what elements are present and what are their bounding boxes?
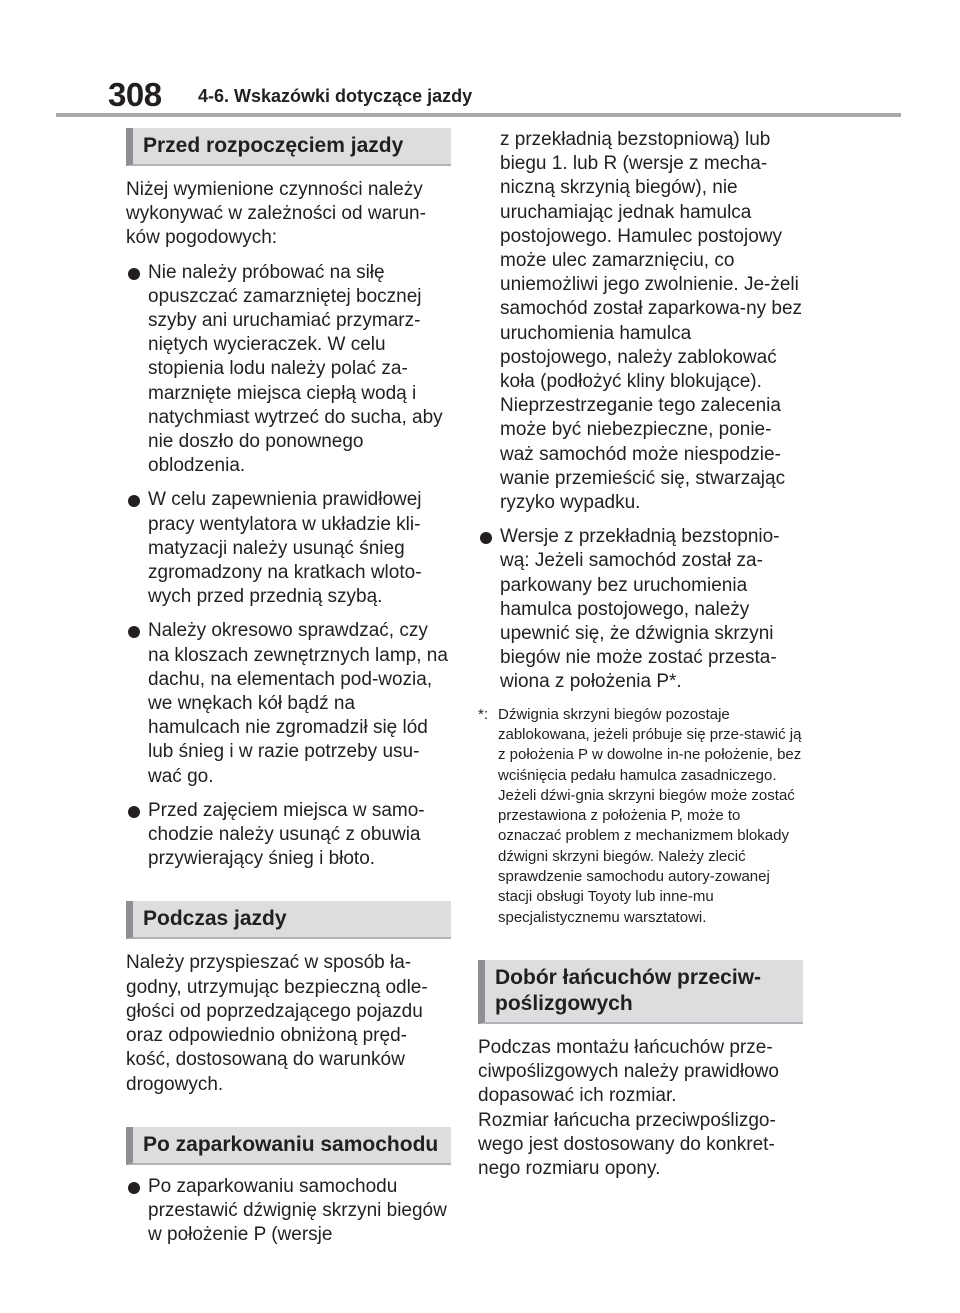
bullet-dot-icon — [128, 626, 140, 638]
bullet-dot-icon — [128, 806, 140, 818]
bullet-dot-icon — [128, 268, 140, 280]
right-column — [478, 128, 803, 1181]
driving-paragraph: Należy przyspieszać w sposób ła-godny, utrzymując bezpieczną odle-głości od poprzedzającego pojazdu oraz odpowiednio obniżoną pręd-kość, dostosowaną do warunków drogowych. — [126, 952, 428, 1095]
chains-paragraph: Podczas montażu łańcuchów prze-ciwpoślizgowych należy prawidłowo dopasować ich rozmiar. — [478, 1036, 779, 1107]
bullet-text: Należy okresowo sprawdzać, czy na kloszach zewnętrznych lamp, na dachu, na elementach pod-wozia, we wnękach kół bądź na hamulcach nie zgromadził się lód lub śnieg i w razie potrzeby usu-wać go. — [148, 620, 448, 787]
bullet-text: Wersje z przekładnią bezstopnio-wą: Jeżeli samochód został za-parkowany bez uruchomienia hamulca postojowego, należy upewnić się, że dźwignia skrzyni biegów nie może zostać przesta-wiona z położenia P*. — [500, 526, 780, 693]
heading-after-parking: Po zaparkowaniu samochodu — [126, 1127, 451, 1165]
list-item — [126, 261, 451, 479]
bullet-dot-icon — [128, 495, 140, 507]
bullet-text: Po zaparkowaniu samochodu przestawić dźwignię skrzyni biegów w położenie P (wersje — [148, 1175, 447, 1246]
list-item — [126, 488, 451, 609]
list-item — [126, 619, 451, 788]
header-rule — [56, 113, 901, 117]
page-number: 308 — [108, 76, 162, 113]
bullet-text: W celu zapewnienia prawidłowej pracy wentylatora w układzie kli-matyzacji należy usunąć śnieg zgromadzony na kratkach wloto-wych przed przednią szybą. — [148, 489, 422, 608]
heading-before-driving: Przed rozpoczęciem jazdy — [126, 128, 451, 166]
footnote-mark: *: — [478, 705, 489, 723]
bullet-continuation: z przekładnią bezstopniową) lub biegu 1. lub R (wersje z mecha-niczną skrzynią biegów), nie uruchamiając jednak hamulca postojowego. Hamulec postojowy może ulec zamarznięciu, co uniemożliwi jego zwolnienie. Je-żeli samochód został zaparkowa-ny bez uruchomienia hamulca postojowego, należy zablokować koła (podłożyć kliny blokujące). Nieprzestrzeganie tego zalecenia może być niebezpieczne, ponie-waż samochód może niespodzie-wanie przemieścić się, stwarzając ryzyko wypadku. — [500, 129, 803, 514]
bullet-dot-icon — [128, 1182, 140, 1194]
intro-paragraph: Niżej wymienione czynności należy wykonywać w zależności od warun-ków pogodowych: — [126, 179, 426, 249]
bullet-text: Nie należy próbować na siłę opuszczać zamarzniętej bocznej szyby ani uruchamiać przymarz-niętych wycieraczek. W celu stopienia lodu należy polać za-marznięte miejsca ciepłą wodą i natychmiast wytrzeć do sucha, aby nie doszło do ponownego oblodzenia. — [148, 261, 443, 477]
chains-paragraph-2: Rozmiar łańcucha przeciwpoślizgo-wego jest dostosowany do konkret-nego rozmiaru opony. — [478, 1109, 776, 1179]
bullet-text: Przed zajęciem miejsca w samo-chodzie należy usunąć z obuwia przywierający śnieg i błoto. — [148, 799, 425, 870]
list-item — [126, 1175, 451, 1248]
heading-snow-chains: Dobór łańcuchów przeciw-poślizgowych — [478, 960, 803, 1024]
bullet-dot-icon — [480, 532, 492, 544]
section-title: 4-6. Wskazówki dotyczące jazdy — [198, 86, 473, 106]
list-item — [478, 525, 803, 694]
heading-while-driving: Podczas jazdy — [126, 901, 451, 939]
left-column — [126, 128, 451, 1247]
footnote — [478, 705, 803, 928]
list-item — [126, 799, 451, 872]
footnote-text: Dźwignia skrzyni biegów pozostaje zablokowana, jeżeli próbuje się prze-stawić ją z położenia P w dowolne in-ne położenie, bez wciśnięcia pedału hamulca zasadniczego. Jeżeli dźwi-gnia skrzyni biegów może zostać przestawiona z położenia P, może to oznaczać problem z mechanizmem blokady dźwigni skrzyni biegów. Należy zlecić sprawdzenie samochodu autory-zowanej stacji obsługi Toyoty lub inne-mu specjalistycznemu warsztatowi. — [498, 705, 802, 926]
